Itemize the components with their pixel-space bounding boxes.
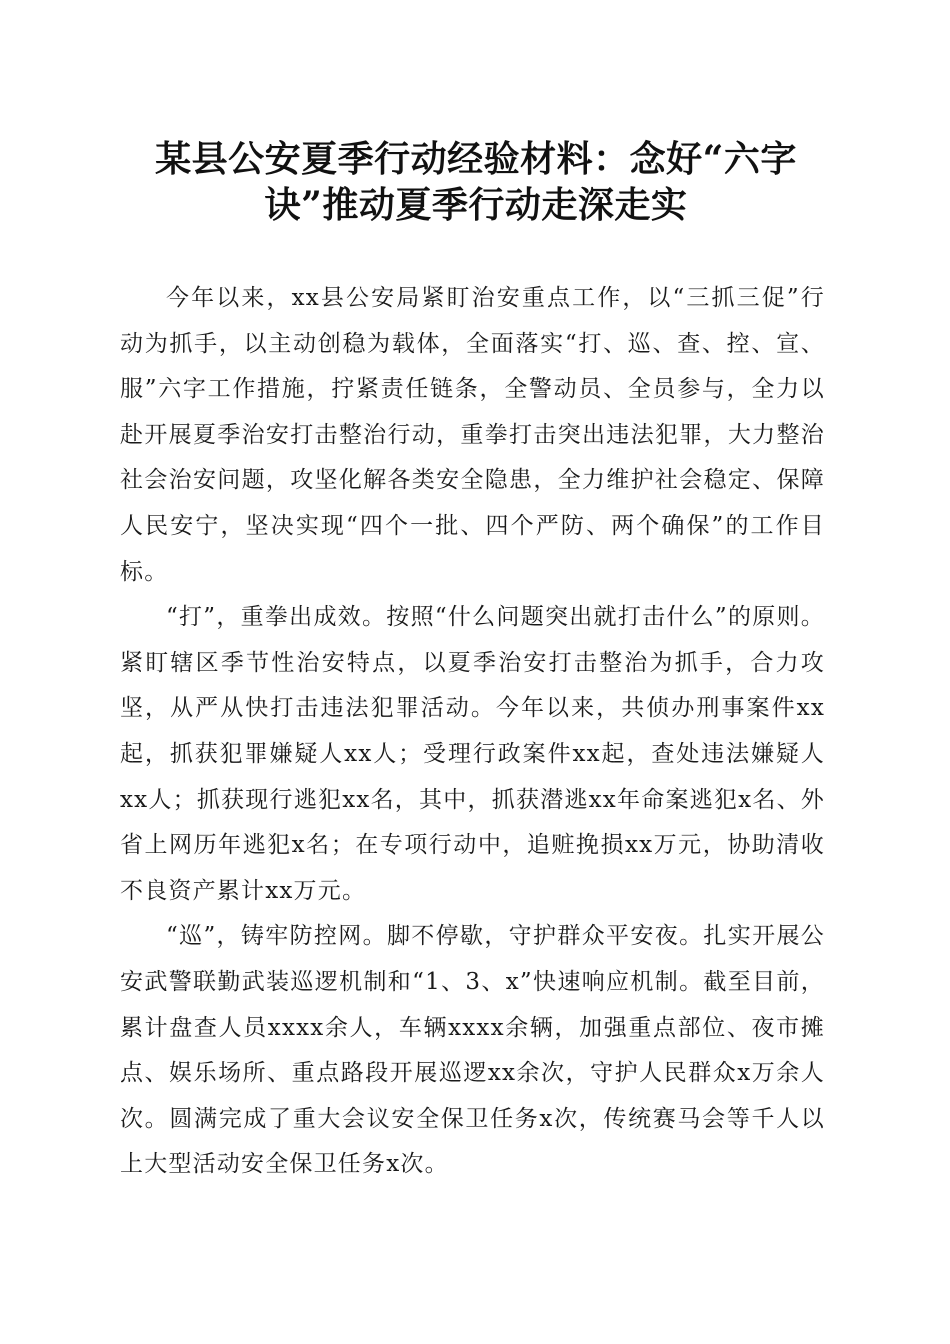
document-title [120, 136, 832, 228]
paragraph-da: “打”，重拳出成效。按照“什么问题突出就打击什么”的原则。紧盯辖区季节性治安特点，以夏季治安打击整治为抓手，合力攻坚，从严从快打击违法犯罪活动。今年以来，共侦办刑事案件xx起，抓获犯罪嫌疑人xx人；受理行政案件xx起，查处违法嫌疑人xx人；抓获现行逃犯xx名，其中，抓获潜逃xx年命案逃犯x名、外省上网历年逃犯x名；在专项行动中，追赃挽损xx万元，协助清收不良资产累计xx万元。 [120, 604, 825, 904]
document-body [120, 276, 825, 1188]
paragraph-xun: “巡”，铸牢防控网。脚不停歇，守护群众平安夜。扎实开展公安武警联勤武装巡逻机制和“1、3、x”快速响应机制。截至目前，累计盘查人员xxxx余人，车辆xxxx余辆，加强重点部位、夜市摊点、娱乐场所、重点路段开展巡逻xx余次，守护人民群众x万余人次。圆满完成了重大会议安全保卫任务x次，传统赛马会等千人以上大型活动安全保卫任务x次。 [120, 923, 825, 1178]
title-line-2: 诀”推动夏季行动走深走实 [264, 184, 688, 226]
paragraph-intro: 今年以来，xx县公安局紧盯治安重点工作，以“三抓三促”行动为抓手，以主动创稳为载体，全面落实“打、巡、查、控、宣、服”六字工作措施，拧紧责任链条，全警动员、全员参与，全力以赴开展夏季治安打击整治行动，重拳打击突出违法犯罪，大力整治社会治安问题，攻坚化解各类安全隐患，全力维护社会稳定、保障人民安宁，坚决实现“四个一批、四个严防、两个确保”的工作目标。 [120, 285, 825, 585]
title-line-1: 某县公安夏季行动经验材料：念好“六字 [155, 138, 797, 180]
